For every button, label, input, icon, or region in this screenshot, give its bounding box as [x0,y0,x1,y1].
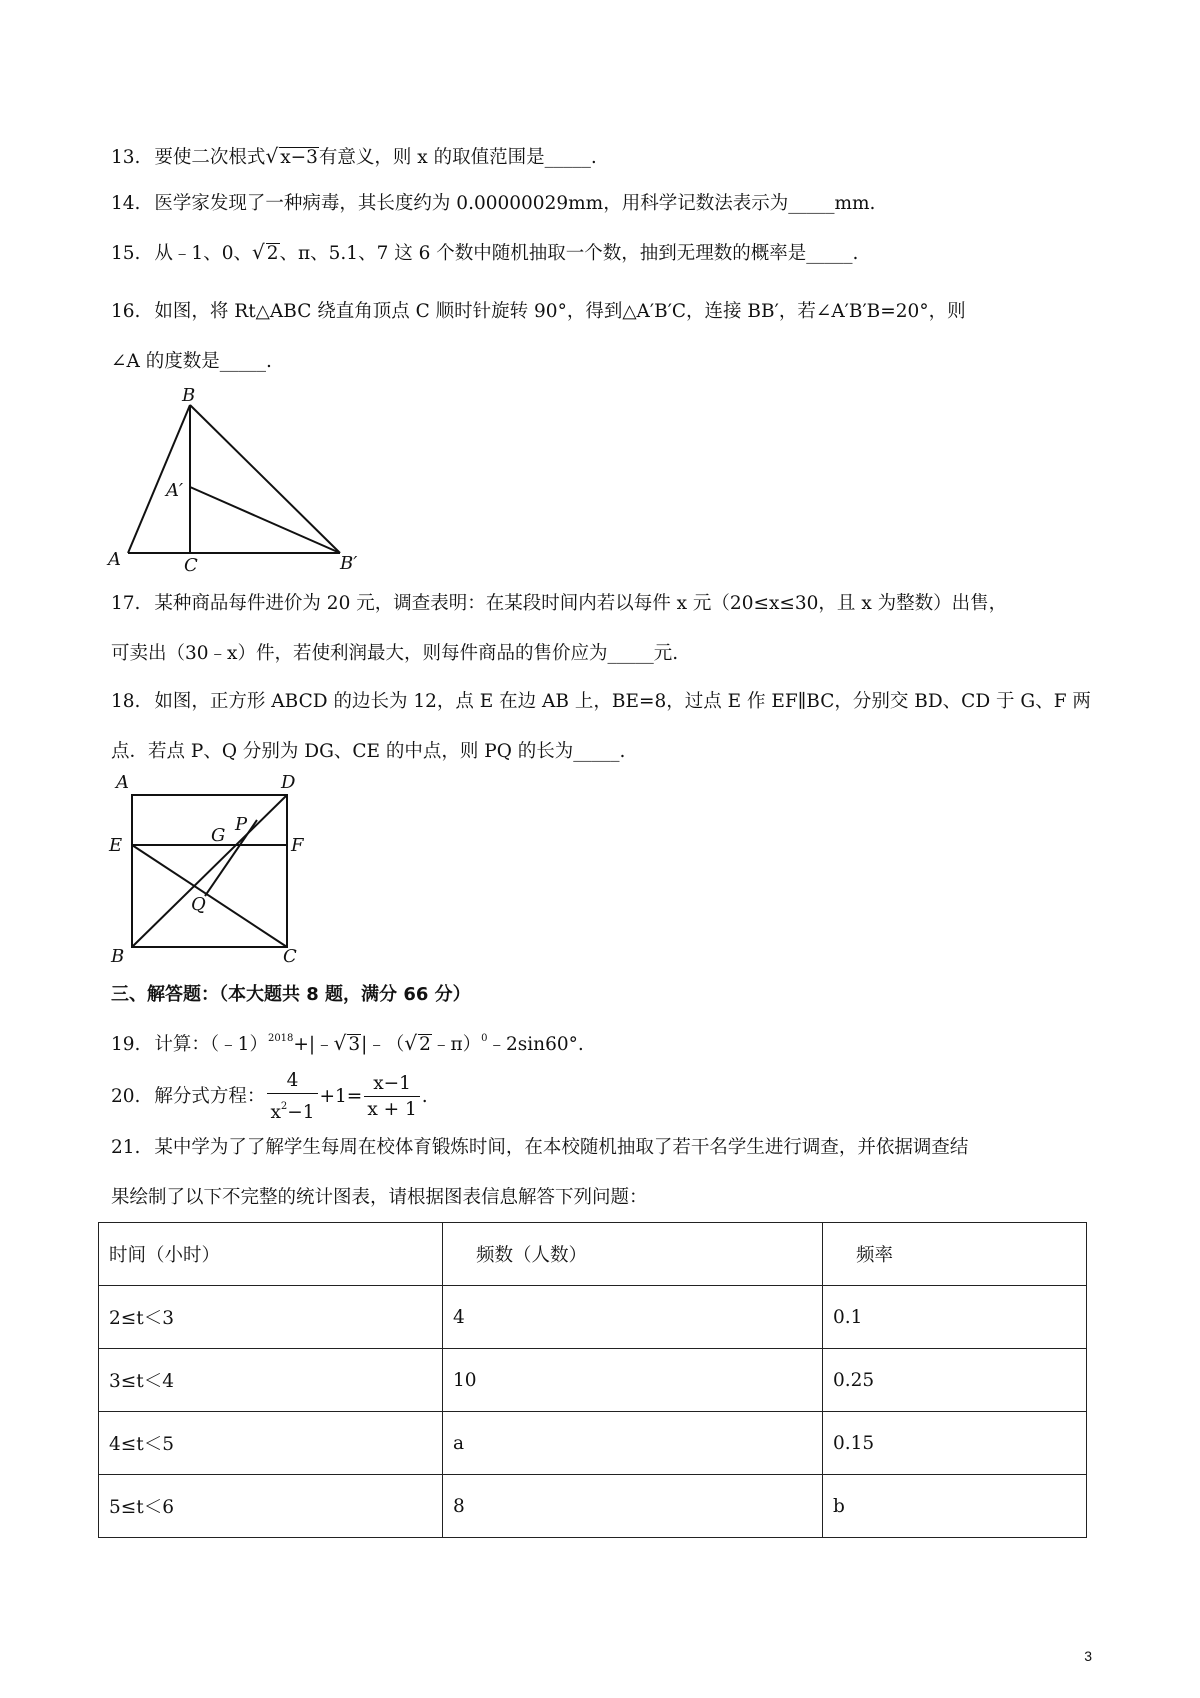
table-cell: 5≤t＜6 [99,1475,443,1538]
table-cell: 8 [443,1475,823,1538]
table-cell: 3≤t＜4 [99,1349,443,1412]
sqrt-symbol: √ [251,240,265,264]
question-17-line-2 [111,642,678,666]
label-f: F [291,835,304,856]
radicand: 2 [419,1034,431,1055]
question-text: |﹣（ [361,1034,405,1055]
question-text: 要使二次根式 [154,147,266,168]
question-number: 14. [111,193,141,214]
question-20 [111,1068,428,1126]
label-a-prime: A′ [166,480,184,501]
page-number: 3 [1084,1648,1092,1664]
exponent: 2018 [267,1033,294,1044]
label-c: C [283,946,297,967]
table-cell: a [443,1412,823,1475]
label-g: G [211,825,226,846]
question-number: 17. [111,593,141,614]
question-text: 可卖出（30﹣x）件，若使利润最大，则每件商品的售价应为_____元. [111,643,679,664]
table-cell: b [823,1475,1087,1538]
question-16-line-1 [111,300,966,324]
question-text: 某种商品每件进价为 20 元，调查表明：在某段时间内若以每件 x 元（20≤x≤30，且 x 为整数）出售， [154,593,1008,614]
sqrt-symbol: √ [333,1031,347,1055]
question-21-line-2 [111,1186,648,1210]
numerator: x−1 [364,1072,419,1097]
question-text: +1= [319,1086,363,1107]
question-14 [111,192,875,216]
denominator: x + 1 [367,1098,417,1120]
question-text: 医学家发现了一种病毒，其长度约为 0.00000029mm，用科学记数法表示为_____mm. [154,193,876,214]
table-header-row [99,1223,1087,1286]
denominator [267,1094,317,1126]
question-text: ﹣2sin60°. [487,1034,584,1055]
table-header-cell: 频数（人数） [443,1223,823,1286]
table-cell: 2≤t＜3 [99,1286,443,1349]
numerator: 4 [267,1069,317,1094]
radicand: 3 [348,1034,361,1055]
question-18-line-1 [111,690,1091,714]
question-text: 、π、5.1、7 这 6 个数中随机抽取一个数，抽到无理数的概率是_____. [279,243,859,264]
table-cell: 4 [443,1286,823,1349]
question-number: 15. [111,243,141,264]
segment-a-prime-b-prime [190,487,340,553]
sqrt-symbol: √ [265,144,279,168]
label-q: Q [191,894,206,915]
question-15 [111,240,858,266]
label-b: B [111,946,125,967]
question-text: 解分式方程： [154,1086,266,1107]
section-heading: 三、解答题：（本大题共 8 题，满分 66 分） [111,984,471,1005]
segment-ab [128,405,190,553]
question-text: 如图，将 Rt△ABC 绕直角顶点 C 顺时针旋转 90°，得到△A′B′C，连接 BB′，若∠A′B′B=20°，则 [154,301,966,322]
question-text: 计算：（﹣1） [154,1034,268,1055]
question-text: 从﹣1、0、 [154,243,252,264]
question-number: 21. [111,1137,141,1158]
question-number: 19. [111,1034,141,1055]
question-17-line-1 [111,592,1007,616]
sqrt-symbol: √ [404,1031,418,1055]
table-cell: 4≤t＜5 [99,1412,443,1475]
label-a: A [108,549,121,570]
label-p: P [235,814,248,835]
question-text: ﹣π） [431,1034,482,1055]
exponent: 0 [481,1033,488,1044]
denominator-rest: −1 [287,1101,315,1123]
question-18-line-2 [111,740,625,764]
question-number: 18. [111,691,141,712]
label-d: D [281,772,296,793]
question-text: 有意义，则 x 的取值范围是_____. [318,147,597,168]
radicand: 2 [266,243,279,264]
question-number: 13. [111,147,141,168]
segment-bd [132,795,287,947]
figure-square-abcd [105,770,310,970]
question-text: +|﹣ [293,1034,334,1055]
question-text: 如图，正方形 ABCD 的边长为 12，点 E 在边 AB 上，BE=8，过点 E 作 EF∥BC，分别交 BD、CD 于 G、F 两 [154,691,1091,712]
question-text: 某中学为了了解学生每周在校体育锻炼时间，在本校随机抽取了若干名学生进行调查，并依据调查结 [154,1137,969,1158]
label-e: E [109,835,123,856]
question-21-line-1 [111,1136,968,1160]
table-header-cell: 频率 [823,1223,1087,1286]
table-row [99,1349,1087,1412]
table-cell: 0.25 [823,1349,1087,1412]
question-text: ∠A 的度数是_____. [111,351,272,372]
label-b-prime: B′ [340,553,358,573]
table-row [99,1475,1087,1538]
table-row [99,1286,1087,1349]
question-text: 点．若点 P、Q 分别为 DG、CE 的中点，则 PQ 的长为_____. [111,741,626,762]
denominator-base: x [270,1101,281,1123]
segment-ec [132,845,287,947]
fraction-1 [267,1069,317,1126]
question-number: 20. [111,1086,141,1107]
table-row [99,1412,1087,1475]
table-cell: 0.1 [823,1286,1087,1349]
segment-bb-prime [190,405,340,553]
question-19 [111,1027,584,1057]
table-cell: 10 [443,1349,823,1412]
frequency-table [98,1222,1087,1538]
question-number: 16. [111,301,141,322]
label-b: B [182,385,196,406]
label-a: A [116,772,129,793]
fraction-2 [364,1072,419,1123]
label-c: C [184,555,198,573]
exponent: 2 [280,1100,288,1112]
question-13 [111,144,597,170]
question-text: . [421,1086,428,1107]
table-cell: 0.15 [823,1412,1087,1475]
table-header-cell: 时间（小时） [99,1223,443,1286]
figure-triangle-rotation [100,383,380,573]
question-text: 果绘制了以下不完整的统计图表，请根据图表信息解答下列问题： [111,1187,648,1208]
question-16-line-2 [111,350,272,374]
radicand: x−3 [280,147,318,168]
